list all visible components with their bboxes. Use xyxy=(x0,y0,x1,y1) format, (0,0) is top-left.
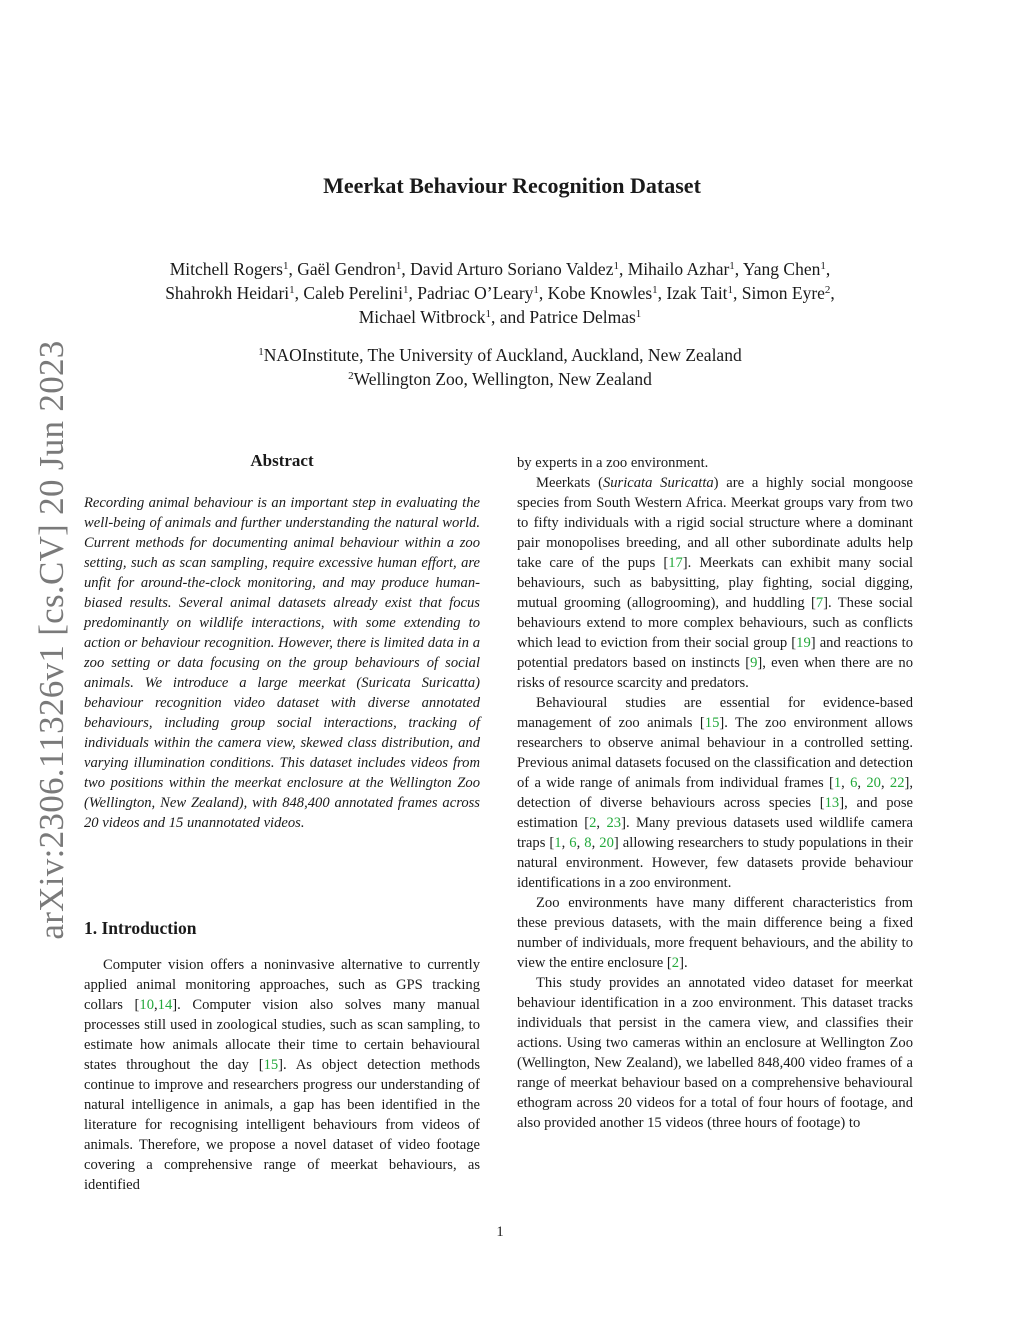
citation-link[interactable]: 19 xyxy=(796,635,811,651)
affiliation-marker: 1 xyxy=(652,284,658,296)
affiliation-marker: 1 xyxy=(485,308,491,320)
citation-link[interactable]: 1 xyxy=(833,775,842,791)
citation-link[interactable]: 15 xyxy=(704,715,720,731)
author-name: Gaël Gendron xyxy=(297,259,396,279)
arxiv-id: arXiv:2306.11326v1 [cs.CV] 20 Jun 2023 xyxy=(32,340,71,940)
affiliation-marker: 1 xyxy=(533,284,539,296)
author-name: Yang Chen xyxy=(742,259,821,279)
affiliation-marker: 1 xyxy=(282,260,289,272)
author-name: Mihailo Azhar xyxy=(627,259,730,279)
affiliation-marker: 1 xyxy=(729,260,735,272)
affiliation-marker: 1 xyxy=(403,284,409,296)
citation-link[interactable]: 20 xyxy=(866,775,881,791)
paragraph: This study provides an annotated video dataset for meerkat behaviour identification in a zoo environment. This dataset tracks individuals that persist in the camera view, and classifies their actions. Using two cameras within an enclosure at Wellington Zoo (Wellington, New Zealand), we labelled 848,400 video frames of a range of meerkat behaviour based on a comprehensive behavioural ethogram across 20 videos for a total of four hours of footage, and also provided another 15 videos (three hours of footage) to xyxy=(517,975,913,1131)
author-line: Michael Witbrock$^1$, and Patrice Delmas$^1$ xyxy=(358,307,642,327)
affiliation-marker: 1 xyxy=(727,284,734,296)
right-column xyxy=(517,453,913,1133)
author-name: Padriac O’Leary xyxy=(417,283,534,303)
citation-link[interactable]: 17 xyxy=(668,555,683,571)
citation-link[interactable]: 20 xyxy=(599,835,614,851)
paragraph: Zoo environments have many different characteristics from these previous datasets, with the main difference being a fixed number of individuals, more frequent behaviours, and the ability to view the entire enclosure [2]. xyxy=(517,895,913,971)
citation-link[interactable]: 2 xyxy=(671,955,680,971)
author-name: Shahrokh Heidari xyxy=(165,283,290,303)
affiliation-marker: 2 xyxy=(824,284,831,296)
author-name: Mitchell Rogers xyxy=(169,259,283,279)
page-number: 1 xyxy=(496,1224,504,1240)
citation-link[interactable]: 10 xyxy=(139,997,154,1013)
author-name: Kobe Knowles xyxy=(547,283,653,303)
affiliation: $^2$Wellington Zoo, Wellington, New Zealand xyxy=(348,369,652,389)
species-name: Suricata Suricatta xyxy=(602,475,714,491)
author-name: David Arturo Soriano Valdez xyxy=(410,259,614,279)
citation-link[interactable]: 6 xyxy=(569,835,577,851)
citation-link[interactable]: 6 xyxy=(850,775,858,791)
author-name: Michael Witbrock xyxy=(358,307,486,327)
author-name: Simon Eyre xyxy=(741,283,825,303)
citation-link[interactable]: 23 xyxy=(606,815,622,831)
author-name: Patrice Delmas xyxy=(529,307,636,327)
author-line: Mitchell Rogers$^1$, Gaël Gendron$^1$, David Arturo Soriano Valdez$^1$, Mihailo Azhar$^1$, Yang Chen$^1$, xyxy=(169,259,831,279)
affiliation-marker: 1 xyxy=(613,260,619,272)
affiliation-marker: 1 xyxy=(635,308,642,320)
affiliation-marker: 1 xyxy=(820,260,826,272)
author-name: Caleb Perelini xyxy=(303,283,404,303)
citation-link[interactable]: 15 xyxy=(263,1057,279,1073)
paper-title: Meerkat Behaviour Recognition Dataset xyxy=(323,173,701,198)
author-name: Izak Tait xyxy=(666,283,728,303)
citation-link[interactable]: 9 xyxy=(750,655,758,671)
citation-link[interactable]: 13 xyxy=(824,795,840,811)
paragraph: Behavioural studies are essential for evidence-based management of zoo animals [15]. The zoo environment allows researchers to observe animal behaviour in a controlled setting. Previous animal datasets focused on the classification and detection of a wide range of animals from individual frames [1, 6, 20, 22], detection of diverse behaviours across species [13], and pose estimation [2, 23]. Many previous datasets used wildlife camera traps [1, 6, 8, 20] allowing researchers to study populations in their natural environment. However, few datasets provide behaviour identifications in a zoo environment. xyxy=(517,695,914,891)
author-line: Shahrokh Heidari$^1$, Caleb Perelini$^1$, Padriac O’Leary$^1$, Kobe Knowles$^1$, Izak Tait$^1$, Simon Eyre$^2$, xyxy=(165,283,835,303)
paragraph: Meerkats (Suricata Suricatta) are a highly social mongoose species from South Western Africa. Meerkat groups vary from two to fifty individuals with a rigid social structure where a dominant pair monopolises breeding, and all other subordinate adults help take care of the pups [17]. Meerkats can exhibit many social behaviours, such as babysitting, play fighting, social digging, mutual grooming (allogrooming), and huddling [7]. These social behaviours extend to more complex behaviours, such as conflicts which lead to eviction from their social group [19] and reactions to potential predators based on instincts [9], even when there are no risks of resource scarcity and predators. xyxy=(517,475,913,691)
affiliation-marker: 1 xyxy=(289,284,295,296)
paragraph: Computer vision offers a noninvasive alternative to currently applied animal monitoring approaches, such as GPS tracking collars [10,14]. Computer vision also solves many manual processes still used in zoological studies, such as scan sampling, to estimate how animals allocate their time to certain behavioural states throughout the day [15]. As object detection methods continue to improve and researchers progress our understanding of natural intelligence in animals, a gap has been identified in the literature for recognising intelligent behaviours from videos of animals. Therefore, we propose a novel dataset of video footage covering a comprehensive range of meerkat behaviours, as identified xyxy=(84,957,480,1193)
introduction-body xyxy=(84,955,480,1195)
abstract-heading: Abstract xyxy=(250,451,314,470)
abstract-text: Recording animal behaviour is an important step in evaluating the well-being of animals and further understanding the natural world. Current methods for documenting animal behaviour within a zoo setting, such as scan sampling, require excessive human effort, are unfit for around-the-clock monitoring, and may produce human-biased results. Several animal datasets already exist that focus predominantly on wildlife interactions, with some extending to action or behaviour recognition. However, there is limited data in a zoo setting or data focusing on the group behaviours of social animals. We introduce a large meerkat (Suricata Suricatta) behaviour recognition video dataset with diverse annotated behaviours, including group social interactions, tracking of individuals within the camera view, skewed class distribution, and varying illumination conditions. This dataset includes videos from two positions within the meerkat enclosure at the Wellington Zoo (Wellington, New Zealand), with 848,400 annotated frames across 20 videos and 15 unannotated videos. xyxy=(84,495,480,831)
citation-link[interactable]: 7 xyxy=(815,595,824,611)
citation-link[interactable]: 2 xyxy=(589,815,597,831)
citation-link[interactable]: 22 xyxy=(889,775,905,791)
citation-link[interactable]: 8 xyxy=(584,835,592,851)
citation-link[interactable]: 1 xyxy=(554,835,562,851)
citation-link[interactable]: 14 xyxy=(157,997,173,1013)
author-list xyxy=(90,257,910,329)
section-heading-introduction: 1. Introduction xyxy=(84,918,197,938)
paragraph-continuation: by experts in a zoo environment. xyxy=(517,455,709,471)
affiliation: $^1$NAOInstitute, The University of Auckland, Auckland, New Zealand xyxy=(258,345,742,365)
affiliation-marker: 1 xyxy=(395,260,402,272)
affiliation-list xyxy=(0,343,1000,391)
